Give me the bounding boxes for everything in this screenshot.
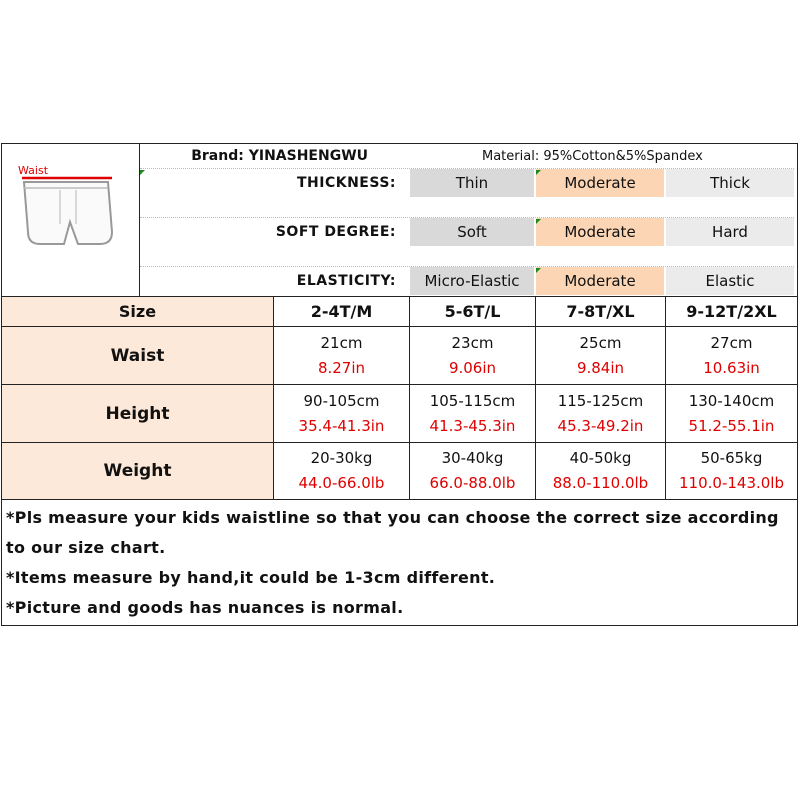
comment-marker xyxy=(536,170,541,175)
grid-line xyxy=(1,143,798,144)
row-label-weight: Weight xyxy=(2,443,273,499)
comment-marker xyxy=(536,219,541,224)
table-cell xyxy=(666,385,797,442)
table-cell xyxy=(536,443,665,499)
separator xyxy=(140,168,794,169)
product-illustration xyxy=(8,144,138,296)
table-cell xyxy=(274,385,409,442)
table-cell xyxy=(410,327,535,384)
inch-value: 45.3-49.2in xyxy=(557,416,644,435)
soft-option-soft: Soft xyxy=(410,218,534,246)
waist-label: Waist xyxy=(18,164,49,177)
cm-value: 130-140cm xyxy=(688,391,775,410)
elasticity-option-micro-elastic: Micro-Elastic xyxy=(410,267,534,295)
grid-line xyxy=(409,296,410,499)
cm-value: 90-105cm xyxy=(303,391,380,410)
thickness-label: THICKNESS: xyxy=(296,175,396,191)
cm-value: 23cm xyxy=(451,333,494,352)
soft-option-hard: Hard xyxy=(666,218,794,246)
material-text: Material: 95%Cotton&5%Spandex xyxy=(482,148,703,164)
elasticity-label: ELASTICITY: xyxy=(296,273,396,289)
cm-value: 25cm xyxy=(579,333,622,352)
inch-value: 41.3-45.3in xyxy=(429,416,516,435)
inch-value: 51.2-55.1in xyxy=(688,416,775,435)
inch-value: 10.63in xyxy=(703,358,760,377)
grid-line xyxy=(1,326,798,327)
table-cell xyxy=(410,443,535,499)
table-cell xyxy=(666,327,797,384)
header-size-1: 2-4T/M xyxy=(310,302,373,321)
inch-value: 88.0-110.0lb xyxy=(552,474,649,492)
header-size-4: 9-12T/2XL xyxy=(686,302,777,321)
inch-value: 66.0-88.0lb xyxy=(429,474,516,492)
inch-value: 9.06in xyxy=(448,358,497,377)
header-size-2: 5-6T/L xyxy=(444,302,501,321)
inch-value: 44.0-66.0lb xyxy=(298,474,385,492)
elasticity-option-moderate: Moderate xyxy=(536,267,664,295)
grid-line xyxy=(273,296,274,499)
comment-marker xyxy=(536,268,541,273)
note-line: *Pls measure your kids waistline so that you can choose the correct size according xyxy=(6,508,779,527)
cm-value: 115-125cm xyxy=(557,391,644,410)
note-line: *Items measure by hand,it could be 1-3cm different. xyxy=(6,568,496,587)
brand-text: Brand: YINASHENGWU xyxy=(191,148,368,164)
header-size: Size xyxy=(2,297,273,326)
row-label-height: Height xyxy=(2,385,273,442)
inch-value: 8.27in xyxy=(317,358,366,377)
table-cell xyxy=(666,443,797,499)
cm-value: 27cm xyxy=(710,333,753,352)
cm-value: 105-115cm xyxy=(429,391,516,410)
separator xyxy=(140,266,794,267)
inch-value: 35.4-41.3in xyxy=(298,416,385,435)
soft-option-moderate: Moderate xyxy=(536,218,664,246)
thickness-option-moderate: Moderate xyxy=(536,169,664,197)
inch-value: 9.84in xyxy=(576,358,625,377)
grid-line xyxy=(1,442,798,443)
separator xyxy=(140,217,794,218)
cm-value: 21cm xyxy=(320,333,363,352)
cm-value: 40-50kg xyxy=(569,449,632,467)
table-cell xyxy=(536,327,665,384)
grid-line xyxy=(139,143,140,296)
cm-value: 20-30kg xyxy=(310,449,373,467)
elasticity-option-elastic: Elastic xyxy=(666,267,794,295)
table-cell xyxy=(410,385,535,442)
cm-value: 50-65kg xyxy=(700,449,763,467)
thickness-option-thin: Thin xyxy=(410,169,534,197)
table-cell xyxy=(274,443,409,499)
grid-line xyxy=(535,296,536,499)
table-cell xyxy=(536,385,665,442)
grid-line xyxy=(665,296,666,499)
note-line: *Picture and goods has nuances is normal. xyxy=(6,598,404,617)
grid-line xyxy=(1,384,798,385)
grid-line xyxy=(1,625,798,626)
grid-line xyxy=(1,296,798,297)
note-line: to our size chart. xyxy=(6,538,166,557)
header-size-3: 7-8T/XL xyxy=(566,302,635,321)
thickness-option-thick: Thick xyxy=(666,169,794,197)
soft-degree-label: SOFT DEGREE: xyxy=(275,224,396,240)
inch-value: 110.0-143.0lb xyxy=(679,474,784,492)
cm-value: 30-40kg xyxy=(441,449,504,467)
row-label-waist: Waist xyxy=(2,327,273,384)
comment-marker xyxy=(140,170,145,175)
table-cell xyxy=(274,327,409,384)
grid-line xyxy=(1,499,798,500)
